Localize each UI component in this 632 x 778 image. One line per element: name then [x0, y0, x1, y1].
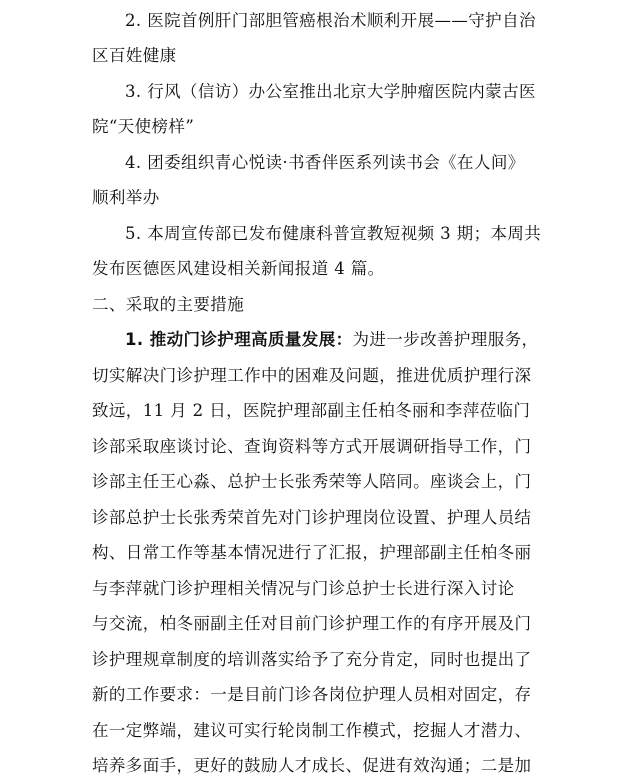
paragraph-line: 致远，11 月 2 日，医院护理部副主任柏冬丽和李萍莅临门 — [92, 401, 531, 420]
paragraph-line: 与李萍就门诊护理相关情况与门诊总护士长进行深入讨论 — [92, 579, 515, 598]
measure-heading: 1. 推动门诊护理高质量发展： — [125, 330, 353, 349]
list-item-3: 3. 行风（信访）办公室推出北京大学肿瘤医院内蒙古医 — [125, 82, 536, 101]
paragraph-line: 诊部采取座谈讨论、查询资料等方式开展调研指导工作，门 — [92, 437, 532, 456]
list-item-5: 5. 本周宣传部已发布健康科普宣教短视频 3 期；本周共 — [125, 224, 542, 243]
paragraph-line: 切实解决门诊护理工作中的困难及问题，推进优质护理行深 — [92, 366, 532, 385]
paragraph-line: 诊部主任王心淼、总护士长张秀荣等人陪同。座谈会上，门 — [92, 472, 532, 491]
list-item-3-cont: 院“天使榜样” — [92, 117, 195, 136]
paragraph-line: 诊部总护士长张秀荣首先对门诊护理岗位设置、护理人员结 — [92, 508, 532, 527]
list-item-2: 2. 医院首例肝门部胆管癌根治术顺利开展——守护自治 — [125, 11, 536, 30]
paragraph-line: 与交流，柏冬丽副主任对目前门诊护理工作的有序开展及门 — [92, 614, 532, 633]
list-item-2-cont: 区百姓健康 — [92, 46, 177, 65]
paragraph-line: 诊护理规章制度的培训落实给予了充分肯定，同时也提出了 — [92, 650, 532, 669]
list-item-4: 4. 团委组织青心悦读·书香伴医系列读书会《在人间》 — [125, 153, 525, 172]
paragraph-line: 在一定弊端，建议可实行轮岗制工作模式，挖掘人才潜力、 — [92, 721, 532, 740]
paragraph-line: 新的工作要求：一是目前门诊各岗位护理人员相对固定，存 — [92, 685, 532, 704]
list-item-4-cont: 顺利举办 — [92, 188, 160, 207]
paragraph-line: 构、日常工作等基本情况进行了汇报，护理部副主任柏冬丽 — [92, 543, 532, 562]
measure-text-start: 为进一步改善护理服务， — [352, 330, 539, 349]
section-heading-measures: 二、采取的主要措施 — [92, 295, 245, 314]
list-item-5-cont: 发布医德医风建设相关新闻报道 4 篇。 — [92, 259, 385, 278]
measure-paragraph-first-line — [125, 328, 538, 352]
paragraph-line: 培养多面手，更好的鼓励人才成长、促进有效沟通；二是加 — [92, 756, 532, 775]
